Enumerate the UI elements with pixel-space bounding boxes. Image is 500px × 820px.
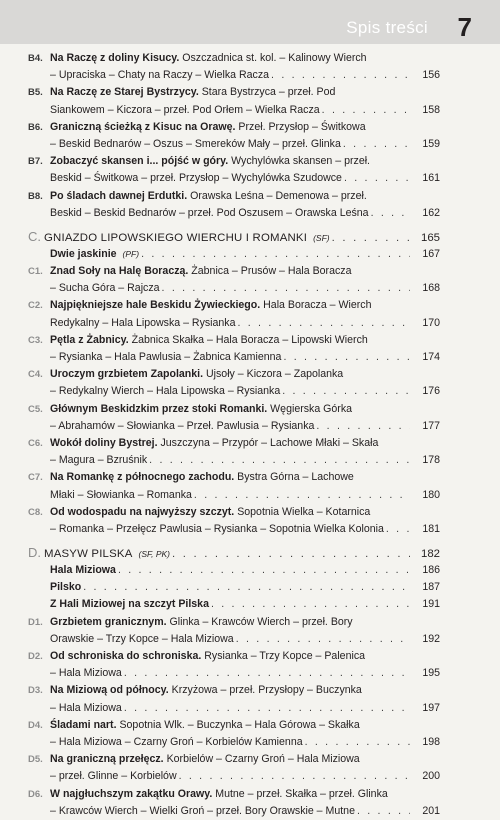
entry-text	[50, 136, 341, 153]
entry-text	[50, 768, 177, 785]
entry-route: Żabnica – Prusów – Hala Boracza	[188, 265, 352, 278]
toc-entry-line	[28, 631, 440, 648]
section-page-number: 182	[420, 548, 440, 561]
entry-route: Korbielów – Czarny Groń – Hala Miziowa	[163, 753, 360, 766]
entry-code: D2.	[28, 651, 43, 662]
toc-entry-line	[28, 487, 440, 504]
dot-leader	[124, 665, 410, 682]
entry-title: Znad Soły na Halę Boraczą.	[50, 265, 189, 278]
entry-route: – Redykalny Wierch – Hala Lipowska – Rysianka	[50, 385, 281, 398]
dot-leader	[332, 229, 410, 247]
dot-leader	[386, 521, 410, 538]
entry-text	[50, 418, 314, 435]
entry-code: D6.	[28, 788, 43, 800]
entry-text	[50, 700, 122, 717]
entry-text	[50, 102, 320, 119]
dot-leader	[271, 67, 410, 84]
entry-page-number: 181	[422, 522, 440, 535]
entry-route: – Hala Miziowa – Czarny Groń – Korbielów Kamienna	[50, 735, 303, 748]
entry-title: Na Miziową od północy.	[50, 684, 169, 697]
entry-title: Na Raczę ze Starej Bystrzycy.	[50, 86, 199, 99]
entry-route: – Krawców Wierch – Wielki Groń – przeł. Bory Orawskie – Mutne	[50, 804, 355, 817]
toc-entry-line	[28, 682, 440, 699]
toc-entry-line	[28, 562, 440, 579]
entry-text	[50, 119, 366, 136]
entry-text	[50, 751, 360, 768]
toc-entry-line	[28, 246, 440, 263]
entry-text	[50, 349, 281, 366]
entry-route: – Beskid Bednarów – Oszus – Smereków Mały – przeł. Glinka	[50, 137, 341, 150]
entry-title: Na Romankę z północnego zachodu.	[50, 471, 235, 484]
entry-route: Rysianka – Trzy Kopce – Palenica	[201, 650, 366, 662]
toc-entry-line	[28, 596, 440, 613]
dot-leader	[357, 803, 410, 820]
entry-code: D5.	[28, 754, 43, 766]
entry-title: W najgłuchszym zakątku Orawy.	[50, 787, 213, 800]
entry-title: Od schroniska do schroniska.	[50, 650, 202, 662]
entry-text	[50, 435, 378, 452]
entry-route: Orawska Leśna – Demenowa – przeł.	[187, 189, 367, 202]
section-note: (SF, PK)	[138, 549, 170, 560]
entry-text	[50, 315, 235, 332]
entry-text	[50, 297, 371, 314]
entry-text	[50, 469, 354, 486]
entry-page-number: 178	[422, 454, 440, 467]
entry-code: C2.	[28, 300, 43, 312]
entry-code: D1.	[28, 616, 43, 628]
section-heading	[28, 544, 440, 562]
entry-text	[50, 596, 209, 613]
entry-code: C4.	[28, 369, 43, 381]
table-of-contents	[28, 50, 440, 820]
entry-route: Oszczadnica st. kol. – Kalinowy Wierch	[179, 52, 367, 64]
page-number: 7	[457, 12, 472, 42]
entry-text	[50, 717, 360, 734]
toc-entry-line	[28, 366, 440, 383]
entry-text	[50, 452, 147, 469]
entry-title: Uroczym grzbietem Zapolanki.	[50, 368, 204, 381]
toc-entry-line	[28, 332, 440, 349]
entry-title: Z Hali Miziowej na szczyt Pilska	[50, 598, 209, 611]
toc-entry-line	[28, 717, 440, 734]
entry-title: Pilsko	[50, 581, 82, 594]
entry-route: Bystra Górna – Lachowe	[234, 471, 354, 484]
entry-route: Ujsoły – Kiczora – Zapolanka	[203, 368, 344, 381]
entry-page-number: 167	[422, 247, 440, 260]
entry-title: Zobaczyć skansen i... pójść w góry.	[50, 155, 229, 168]
entry-text	[50, 383, 280, 400]
toc-entry-line	[28, 280, 440, 297]
dot-leader	[343, 136, 410, 153]
toc-entry-line	[28, 435, 440, 452]
entry-page-number: 158	[422, 103, 440, 116]
entry-text	[50, 803, 355, 820]
entry-route: Sopotnia Wlk. – Buczynka – Hala Górowa – Skałka	[116, 718, 360, 731]
entry-text	[50, 401, 352, 418]
entry-route: Młaki – Słowianka – Romanka	[50, 488, 192, 501]
entry-text	[50, 487, 192, 504]
entry-code: C6.	[28, 437, 43, 449]
section-note: (SF)	[313, 232, 330, 243]
dot-leader	[344, 170, 410, 187]
dot-leader	[211, 596, 410, 613]
entry-page-number: 180	[422, 488, 440, 501]
toc-entry-line	[28, 418, 440, 435]
toc-entry-line	[28, 67, 440, 84]
entry-page-number: 162	[422, 206, 440, 219]
entry-route: – Sucha Góra – Rajcza	[50, 282, 160, 295]
toc-entry-line	[28, 648, 440, 665]
section-title: MASYW PILSKA	[44, 548, 133, 561]
toc-entry-line	[28, 665, 440, 682]
dot-leader	[305, 734, 410, 751]
entry-text	[50, 280, 160, 297]
entry-text	[50, 786, 388, 803]
entry-title: Śladami nart.	[50, 718, 117, 731]
entry-title: Grzbietem granicznym.	[50, 615, 167, 628]
entry-title: Najpiękniejsze hale Beskidu Żywieckiego.	[50, 299, 261, 312]
entry-route: Przeł. Przysłop – Świtkowa	[235, 120, 366, 133]
entry-page-number: 187	[422, 581, 440, 594]
toc-entry-line	[28, 153, 440, 170]
entry-text	[50, 188, 367, 205]
dot-leader	[179, 768, 410, 785]
entry-page-number: 177	[422, 419, 440, 432]
toc-entry-line	[28, 751, 440, 768]
entry-code: C5.	[28, 403, 43, 415]
toc-entry-line	[28, 383, 440, 400]
entry-page-number: 201	[422, 804, 440, 817]
entry-text	[50, 682, 362, 699]
toc-entry-line	[28, 50, 440, 67]
entry-code: C3.	[28, 334, 43, 346]
toc-entry-line	[28, 521, 440, 538]
toc-entry-line	[28, 349, 440, 366]
entry-title: Po śladach dawnej Erdutki.	[50, 189, 188, 202]
entry-route: – Rysianka – Hala Pawlusia – Żabnica Kamienna	[50, 351, 282, 363]
entry-page-number: 168	[422, 282, 440, 295]
entry-text	[50, 263, 351, 280]
entry-page-number: 170	[422, 316, 440, 329]
toc-entry-line	[28, 205, 440, 222]
section-page-number: 165	[420, 231, 440, 244]
entry-page-number: 191	[422, 598, 440, 611]
dot-leader	[83, 579, 410, 596]
entry-text	[50, 614, 353, 631]
toc-entry-line	[28, 786, 440, 803]
toc-entry-line	[28, 315, 440, 332]
entry-text	[50, 205, 369, 222]
entry-title: Od wodospadu na najwyższy szczyt.	[50, 505, 235, 518]
entry-title: Pętla z Żabnicy.	[50, 333, 129, 346]
entry-text	[50, 50, 367, 67]
toc-entry-line	[28, 401, 440, 418]
entry-page-number: 159	[422, 137, 440, 150]
dot-leader	[149, 452, 410, 469]
toc-entry-line	[28, 579, 440, 596]
dot-leader	[194, 487, 410, 504]
entry-code: B7.	[28, 156, 43, 168]
dot-leader	[124, 700, 410, 717]
dot-leader	[236, 631, 410, 648]
entry-code: B5.	[28, 87, 43, 99]
toc-entry-line	[28, 297, 440, 314]
toc-entry-line	[28, 136, 440, 153]
entry-code: C1.	[28, 266, 43, 278]
entry-title: Głównym Beskidzkim przez stoki Romanki.	[50, 402, 268, 415]
entry-text	[50, 734, 303, 751]
toc-entry-line	[28, 263, 440, 280]
entry-text	[50, 579, 81, 596]
dot-leader	[118, 562, 410, 579]
entry-text	[50, 366, 343, 383]
entry-route: Krzyżowa – przeł. Przysłopy – Buczynka	[168, 684, 362, 697]
entry-page-number: 197	[422, 701, 440, 714]
toc-entry-line	[28, 614, 440, 631]
entry-route: Wychylówka skansen – przeł.	[228, 155, 371, 168]
toc-entry-line	[28, 734, 440, 751]
entry-text	[50, 84, 335, 101]
section-letter: D.	[28, 545, 41, 561]
entry-text	[50, 648, 365, 665]
dot-leader	[316, 418, 410, 435]
entry-text	[50, 631, 234, 648]
toc-entry-line	[28, 119, 440, 136]
toc-entry-line	[28, 170, 440, 187]
entry-route: Siankowem – Kiczora – przeł. Pod Orłem – Wielka Racza	[50, 103, 320, 116]
dot-leader	[282, 383, 410, 400]
entry-page-number: 186	[422, 564, 440, 577]
dot-leader	[141, 246, 410, 263]
section-letter: C.	[28, 228, 41, 244]
dot-leader	[237, 315, 410, 332]
entry-title: Hala Miziowa	[50, 564, 116, 577]
entry-route: – Abrahamów – Słowianka – Przeł. Pawlusia – Rysianka	[50, 419, 315, 432]
entry-page-number: 174	[422, 351, 440, 363]
entry-text	[50, 504, 370, 521]
entry-route: Mutne – przeł. Skałka – przeł. Glinka	[212, 787, 388, 800]
entry-title: Dwie jaskinie	[50, 247, 117, 260]
toc-entry-line	[28, 803, 440, 820]
entry-code: D4.	[28, 719, 43, 731]
entry-text	[50, 332, 368, 349]
entry-code: D3.	[28, 685, 43, 697]
dot-leader	[322, 102, 410, 119]
entry-route: Hala Boracza – Wierch	[260, 299, 372, 312]
entry-text	[50, 170, 342, 187]
entry-route: Beskid – Świtkowa – przeł. Przysłop – Wychylówka Szudowce	[50, 172, 342, 185]
toc-entry-line	[28, 469, 440, 486]
entry-text	[50, 562, 116, 579]
entry-text	[50, 246, 139, 263]
entry-title: Na Raczę z doliny Kisucy.	[50, 52, 180, 64]
entry-route: Glinka – Krawców Wierch – przeł. Bory	[166, 615, 353, 628]
entry-code: B4.	[28, 53, 43, 64]
dot-leader	[162, 280, 410, 297]
entry-route: – przeł. Glinne – Korbielów	[50, 770, 177, 783]
toc-entry-line	[28, 452, 440, 469]
entry-code: C7.	[28, 472, 43, 484]
entry-text	[50, 665, 122, 682]
entry-page-number: 176	[422, 385, 440, 398]
entry-page-number: 195	[422, 667, 440, 680]
entry-title: Na graniczną przełęcz.	[50, 753, 164, 766]
entry-note: (PF)	[122, 248, 140, 259]
entry-route: Stara Bystrzyca – przeł. Pod	[198, 86, 336, 99]
toc-entry-line	[28, 102, 440, 119]
entry-page-number: 198	[422, 735, 440, 748]
entry-route: Węgierska Górka	[267, 402, 353, 415]
entry-title: Graniczną ścieżką z Kisuc na Orawę.	[50, 120, 236, 133]
entry-route: Żabnica Skałka – Hala Boracza – Lipowski Wierch	[128, 333, 368, 346]
entry-route: – Magura – Bzruśnik	[50, 454, 148, 467]
entry-route: – Romanka – Przełęcz Pawlusia – Rysianka – Sopotnia Wielka Kolonia	[50, 522, 384, 535]
entry-code: B8.	[28, 190, 43, 202]
toc-entry-line	[28, 84, 440, 101]
section-header-title: Spis treści	[346, 18, 428, 37]
entry-code: B6.	[28, 121, 43, 133]
entry-text	[50, 67, 269, 84]
entry-route: Beskid – Beskid Bednarów – przeł. Pod Oszusem – Orawska Leśna	[50, 206, 369, 219]
toc-entry-line	[28, 768, 440, 785]
section-heading	[28, 228, 440, 246]
section-title: GNIAZDO LIPOWSKIEGO WIERCHU I ROMANKI	[44, 231, 308, 244]
toc-entry-line	[28, 700, 440, 717]
entry-page-number: 200	[422, 770, 440, 783]
entry-page-number: 192	[422, 632, 440, 645]
entry-title: Wokół doliny Bystrej.	[50, 436, 158, 449]
entry-page-number: 161	[422, 172, 440, 185]
toc-entry-line	[28, 504, 440, 521]
entry-text	[50, 521, 384, 538]
entry-page-number: 156	[422, 69, 440, 82]
dot-leader	[283, 349, 410, 366]
dot-leader	[172, 545, 410, 563]
entry-route: Sopotnia Wielka – Kotarnica	[234, 505, 371, 518]
toc-entry-line	[28, 188, 440, 205]
dot-leader	[371, 205, 410, 222]
entry-route: Orawskie – Trzy Kopce – Hala Miziowa	[50, 632, 234, 645]
entry-route: Redykalny – Hala Lipowska – Rysianka	[50, 316, 236, 329]
entry-code: C8.	[28, 506, 43, 518]
entry-route: Juszczyna – Przypór – Lachowe Młaki – Skała	[157, 436, 379, 449]
entry-route: – Upraciska – Chaty na Raczy – Wielka Racza	[50, 69, 270, 82]
entry-text	[50, 153, 370, 170]
entry-route: – Hala Miziowa	[50, 667, 122, 680]
entry-route: – Hala Miziowa	[50, 701, 122, 714]
